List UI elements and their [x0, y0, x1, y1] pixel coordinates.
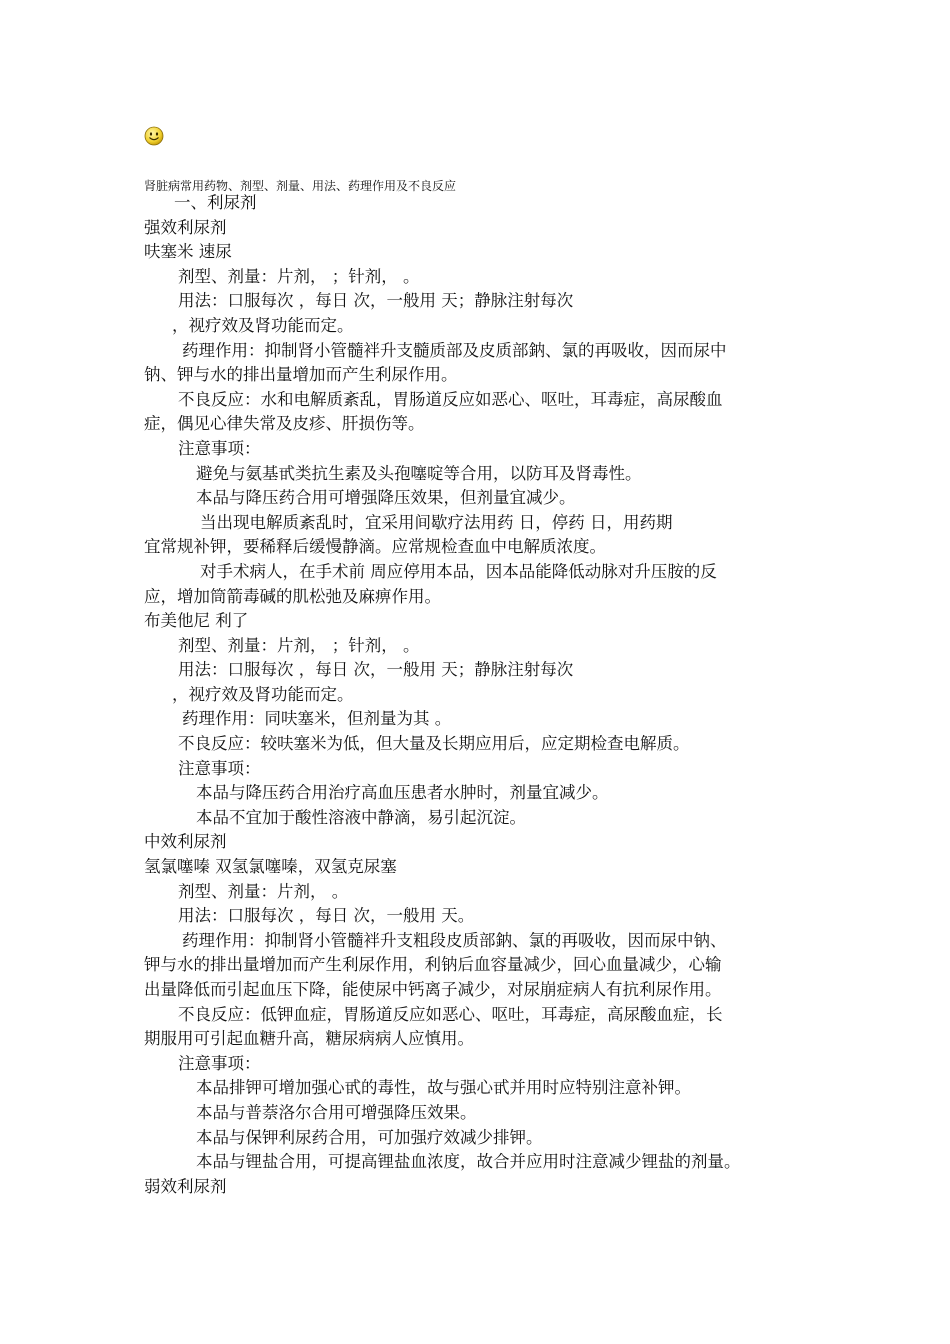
text-line: 一、利尿剂	[174, 193, 257, 212]
text-line: 本品与锂盐合用，可提高锂盐血浓度，故合并应用时注意减少锂盐的剂量。	[196, 1152, 741, 1172]
text-line: 本品排钾可增加强心甙的毒性，故与强心甙并用时应特别注意补钾。	[196, 1078, 691, 1098]
text-line: 避免与氨基甙类抗生素及头孢噻啶等合用，以防耳及肾毒性。	[196, 463, 642, 483]
text-line: ，视疗效及肾功能而定。	[172, 684, 354, 704]
text-line: 宜常规补钾，要稀释后缓慢静滴。应常规检查血中电解质浓度。	[144, 537, 606, 557]
text-line: 中效利尿剂	[144, 832, 227, 852]
smiley-face-icon	[144, 126, 164, 146]
text-line: 本品与降压药合用可增强降压效果，但剂量宜减少。	[196, 488, 576, 508]
text-line: 钾与水的排出量增加而产生利尿作用，利钠后血容量减少，回心血量减少，心输	[144, 955, 722, 975]
text-line: 应，增加筒箭毒碱的肌松弛及麻痹作用。	[144, 586, 441, 606]
text-line: 不良反应：低钾血症，胃肠道反应如恶心、呕吐，耳毒症，高尿酸血症，长	[178, 1004, 723, 1024]
text-line: 强效利尿剂	[144, 217, 227, 237]
text-line: 用法：口服每次 ，每日 次，一般用 天；静脉注射每次	[178, 291, 574, 311]
text-line: 剂型、剂量：片剂， ；针剂， 。	[178, 266, 420, 286]
text-line: 本品不宜加于酸性溶液中静滴，易引起沉淀。	[196, 807, 526, 827]
text-line: ，视疗效及肾功能而定。	[172, 315, 354, 335]
text-line: 症，偶见心律失常及皮疹、肝损伤等。	[144, 414, 425, 434]
text-line: 出量降低而引起血压下降，能使尿中钙离子减少，对尿崩症病人有抗利尿作用。	[144, 980, 722, 999]
text-line: 布美他尼 利了	[144, 611, 249, 631]
text-line: 剂型、剂量：片剂， 。	[178, 881, 349, 901]
text-line: 本品与保钾利尿药合用，可加强疗效减少排钾。	[196, 1127, 543, 1147]
text-line: 呋塞米 速尿	[144, 242, 232, 262]
document-title: 肾脏病常用药物、剂型、剂量、用法、药理作用及不良反应	[144, 179, 457, 193]
text-line: 氢氯噻嗪 双氢氯噻嗪，双氢克尿塞	[144, 857, 397, 877]
text-line: 药理作用：同呋塞米，但剂量为其 。	[182, 709, 452, 729]
text-line: 对手术病人，在手术前 周应停用本品，因本品能降低动脉对升压胺的反	[200, 561, 717, 581]
text-line: 钠、钾与水的排出量增加而产生利尿作用。	[144, 365, 458, 385]
text-line: 不良反应：较呋塞米为低，但大量及长期应用后，应定期检查电解质。	[178, 734, 690, 754]
text-line: 本品与普萘洛尔合用可增强降压效果。	[196, 1102, 477, 1122]
text-line: 注意事项：	[178, 1053, 261, 1073]
text-line: 当出现电解质紊乱时，宜采用间歇疗法用药 日，停药 日，用药期	[200, 512, 673, 532]
text-line: 药理作用：抑制肾小管髓袢升支粗段皮质部鈉、氯的再吸收，因而尿中钠、	[182, 930, 727, 950]
text-line: 用法：口服每次 ，每日 次，一般用 天。	[178, 906, 475, 926]
text-line: 期服用可引起血糖升高，糖尿病病人应慎用。	[144, 1029, 474, 1049]
text-line: 药理作用：抑制肾小管髓袢升支髓质部及皮质部鈉、氯的再吸收，因而尿中	[182, 340, 727, 360]
text-line: 注意事项：	[178, 758, 261, 778]
text-line: 注意事项：	[178, 438, 261, 458]
text-line: 弱效利尿剂	[144, 1176, 227, 1196]
document-body	[144, 191, 810, 1199]
text-line: 剂型、剂量：片剂， ；针剂， 。	[178, 635, 420, 655]
text-line: 本品与降压药合用治疗高血压患者水肿时，剂量宜减少。	[196, 783, 609, 803]
text-line: 用法：口服每次 ，每日 次，一般用 天；静脉注射每次	[178, 660, 574, 680]
text-line: 不良反应：水和电解质紊乱，胃肠道反应如恶心、呕吐，耳毒症，高尿酸血	[178, 389, 723, 409]
